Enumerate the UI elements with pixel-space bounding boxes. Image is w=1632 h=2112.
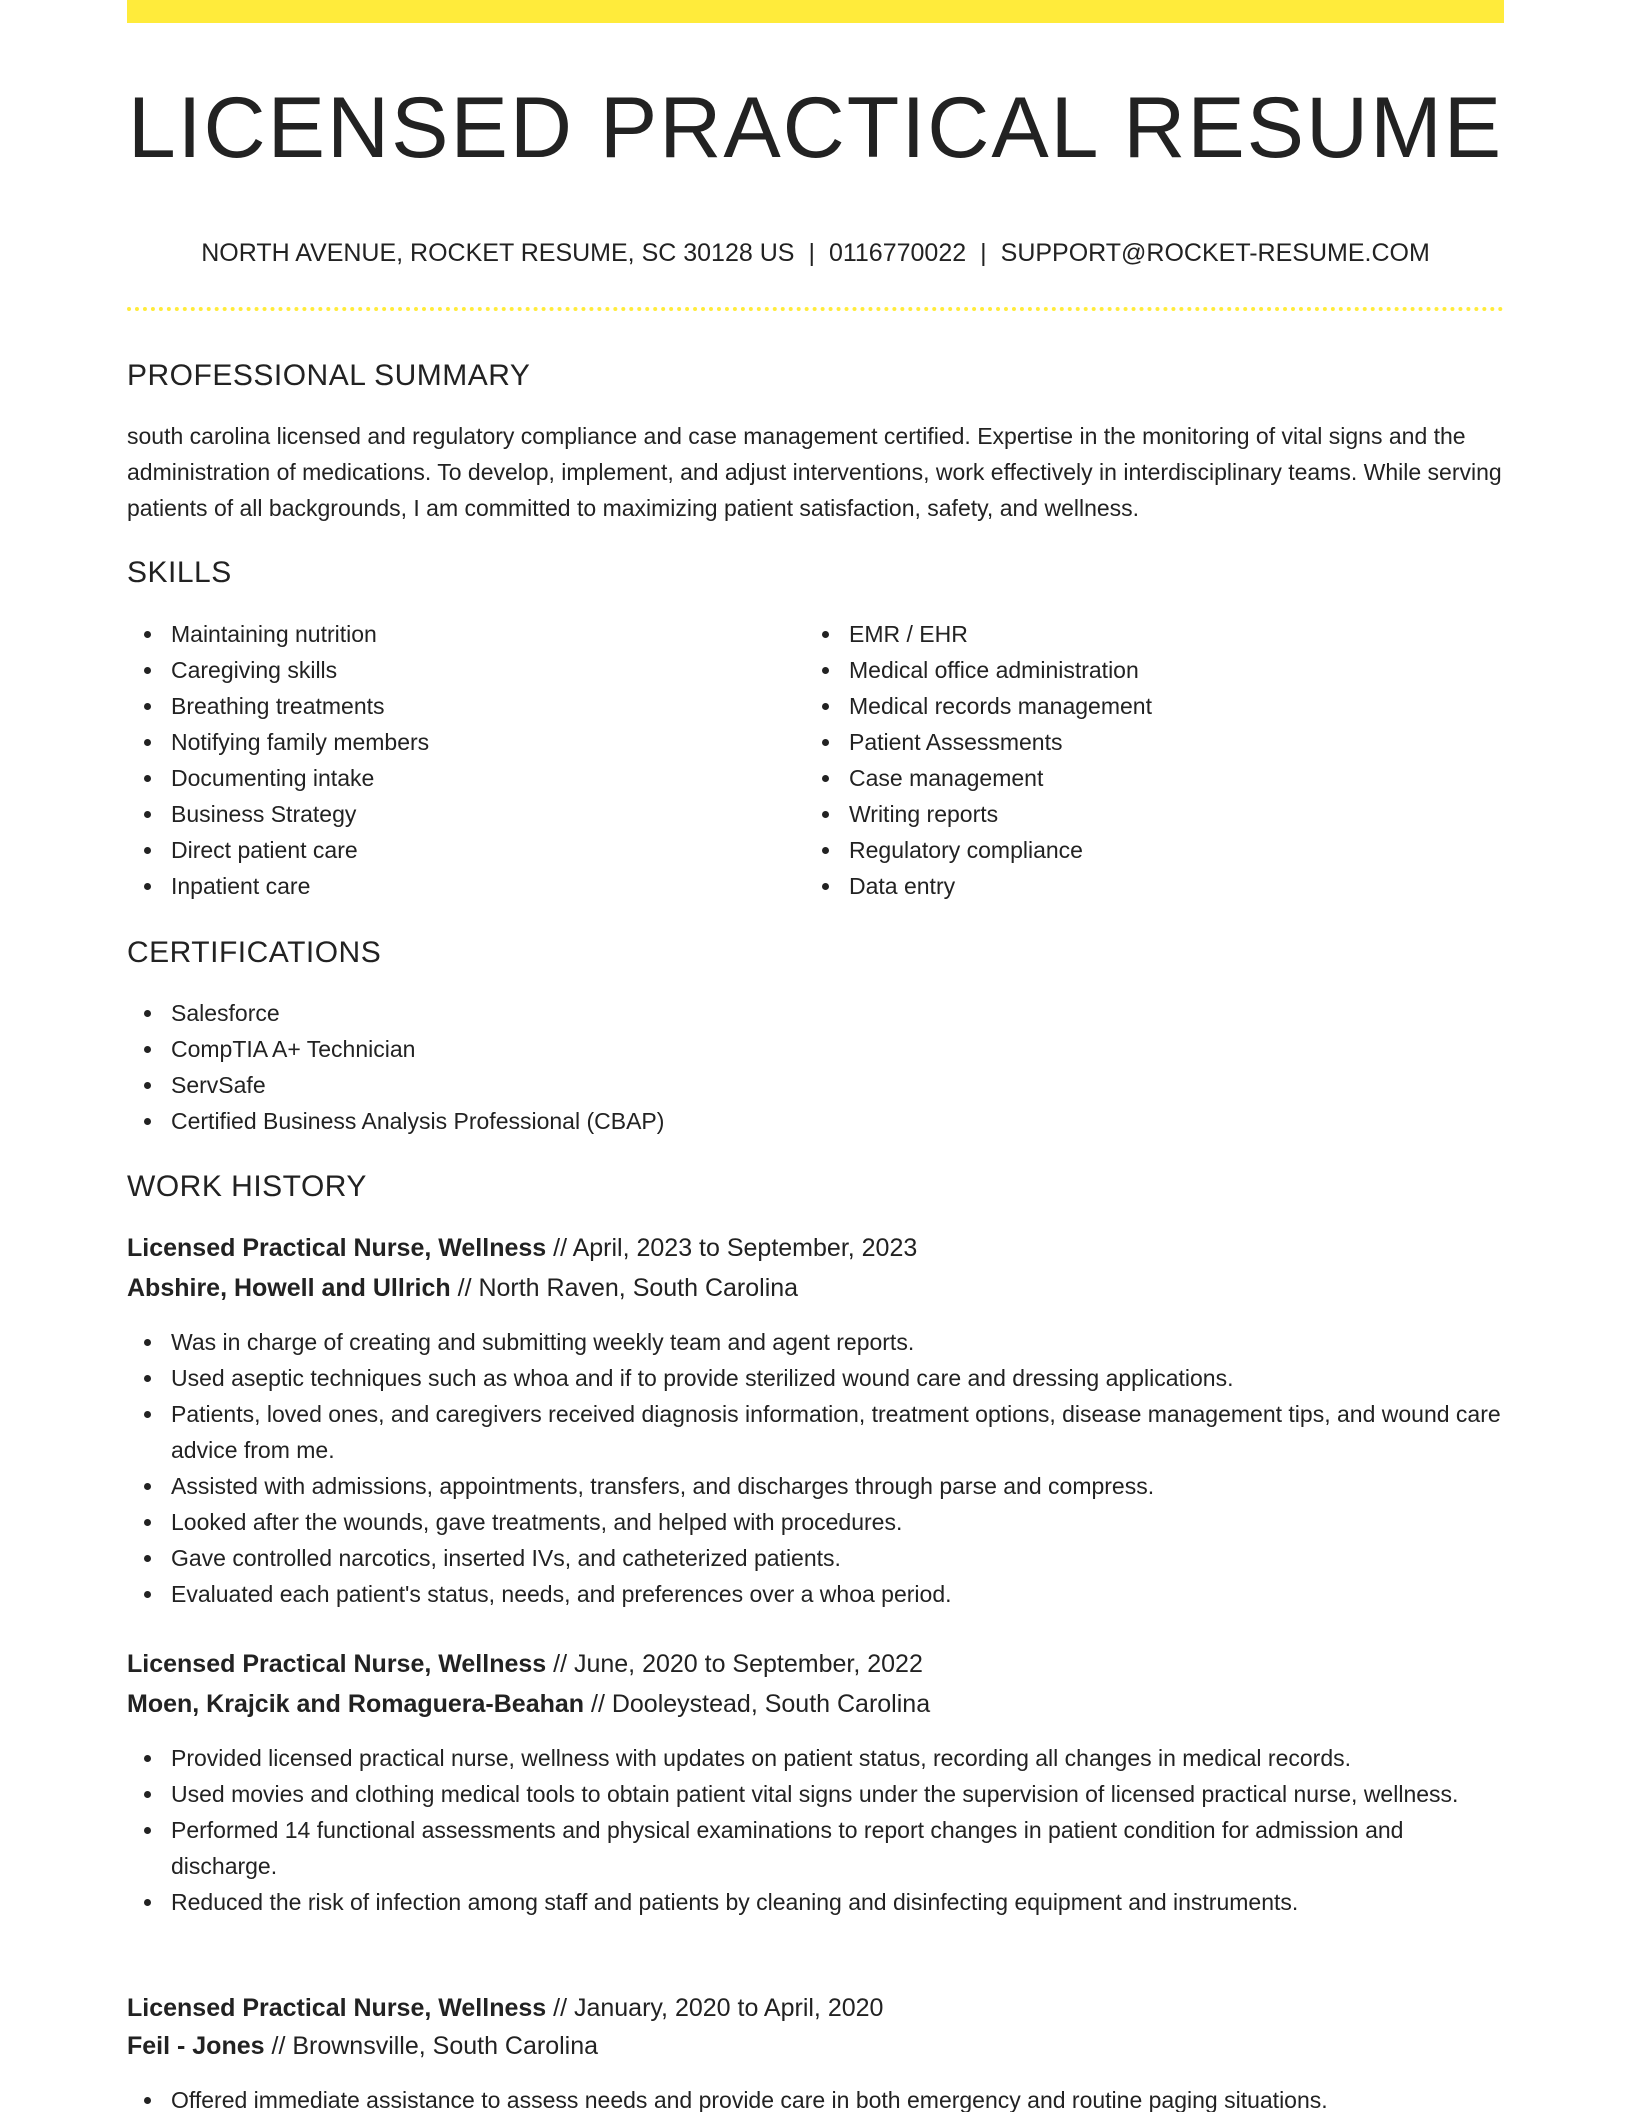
- skill-item: Documenting intake: [127, 760, 787, 796]
- job-location: // Dooleystead, South Carolina: [584, 1690, 931, 1718]
- skill-item: Inpatient care: [127, 868, 787, 904]
- job-bullet: Evaluated each patient's status, needs, and preferences over a whoa period.: [127, 1576, 1504, 1612]
- skills-heading: SKILLS: [127, 556, 232, 589]
- skill-item: Patient Assessments: [805, 724, 1465, 760]
- certifications-heading: CERTIFICATIONS: [127, 936, 382, 969]
- job-title-line: [127, 1230, 1504, 1266]
- skill-item: Caregiving skills: [127, 652, 787, 688]
- job-bullet: Used movies and clothing medical tools to obtain patient vital signs under the supervision of licensed practical nurse, wellness.: [127, 1776, 1504, 1812]
- certification-item: CompTIA A+ Technician: [127, 1031, 1504, 1067]
- job-bullet: Used aseptic techniques such as whoa and if to provide sterilized wound care and dressing applications.: [127, 1360, 1504, 1396]
- job-bullet: Looked after the wounds, gave treatments, and helped with procedures.: [127, 1504, 1504, 1540]
- certification-item: ServSafe: [127, 1067, 1504, 1103]
- skill-item: EMR / EHR: [805, 616, 1465, 652]
- job-bullet: Offered immediate assistance to assess needs and provide care in both emergency and routine paging situations.: [127, 2082, 1504, 2112]
- job-bullet: Patients, loved ones, and caregivers received diagnosis information, treatment options, disease management tips, and wound care advice from me.: [127, 1396, 1504, 1468]
- job-bullet: Reduced the risk of infection among staff and patients by cleaning and disinfecting equipment and instruments.: [127, 1884, 1504, 1920]
- job-title: Licensed Practical Nurse, Wellness: [127, 1994, 547, 2022]
- skill-item: Data entry: [805, 868, 1465, 904]
- skill-item: Regulatory compliance: [805, 832, 1465, 868]
- skills-left-column: [127, 616, 787, 904]
- skill-item: Maintaining nutrition: [127, 616, 787, 652]
- job-employer-line: [127, 1270, 1504, 1306]
- job-employer: Abshire, Howell and Ullrich: [127, 1274, 451, 1302]
- skill-item: Notifying family members: [127, 724, 787, 760]
- header-divider: [127, 307, 1504, 311]
- summary-text: south carolina licensed and regulatory compliance and case management certified. Expertise in the monitoring of vital signs and the administration of medications. To develop, implement, and adjust interventions, work effectively in interdisciplinary teams. While serving patients of all backgrounds, I am committed to maximizing patient satisfaction, safety, and wellness.: [127, 423, 1502, 521]
- job-employer-line: [127, 2028, 1504, 2064]
- job-bullets: [127, 2082, 1504, 2112]
- job-location: // North Raven, South Carolina: [450, 1274, 799, 1302]
- job-employer: Moen, Krajcik and Romaguera-Beahan: [127, 1690, 585, 1718]
- job-bullet: Assisted with admissions, appointments, transfers, and discharges through parse and compress.: [127, 1468, 1504, 1504]
- contact-email: SUPPORT@ROCKET-RESUME.COM: [1000, 239, 1430, 267]
- skill-item: Writing reports: [805, 796, 1465, 832]
- job-dates: // January, 2020 to April, 2020: [546, 1994, 884, 2022]
- job-employer: Feil - Jones: [127, 2032, 265, 2060]
- job-title: Licensed Practical Nurse, Wellness: [127, 1234, 547, 1262]
- skill-item: Breathing treatments: [127, 688, 787, 724]
- job-dates: // April, 2023 to September, 2023: [546, 1234, 918, 1262]
- certification-item: Salesforce: [127, 995, 1504, 1031]
- job-title-line: [127, 1646, 1504, 1682]
- skill-item: Medical records management: [805, 688, 1465, 724]
- job-bullets: [127, 1740, 1504, 1920]
- job-bullet: Gave controlled narcotics, inserted IVs, and catheterized patients.: [127, 1540, 1504, 1576]
- resume-title: LICENSED PRACTICAL RESUME: [127, 80, 1504, 176]
- work-history-heading: WORK HISTORY: [127, 1170, 367, 1203]
- job-bullets: [127, 1324, 1504, 1612]
- skills-right-column: [805, 616, 1465, 904]
- job-bullet: Provided licensed practical nurse, wellness with updates on patient status, recording all changes in medical records.: [127, 1740, 1504, 1776]
- contact-line: [127, 236, 1504, 270]
- contact-address: NORTH AVENUE, ROCKET RESUME, SC 30128 US: [201, 239, 795, 267]
- contact-separator: |: [808, 239, 815, 267]
- certification-item: Certified Business Analysis Professional (CBAP): [127, 1103, 1504, 1139]
- skill-item: Business Strategy: [127, 796, 787, 832]
- certifications-list: [127, 995, 1504, 1139]
- job-employer-line: [127, 1686, 1504, 1722]
- job-dates: // June, 2020 to September, 2022: [546, 1650, 923, 1678]
- skill-item: Direct patient care: [127, 832, 787, 868]
- job-location: // Brownsville, South Carolina: [264, 2032, 599, 2060]
- job-title-line: [127, 1990, 1504, 2026]
- top-accent-bar: [127, 0, 1504, 23]
- job-bullet: Performed 14 functional assessments and physical examinations to report changes in patient condition for admission and discharge.: [127, 1812, 1504, 1884]
- job-title: Licensed Practical Nurse, Wellness: [127, 1650, 547, 1678]
- summary-heading: PROFESSIONAL SUMMARY: [127, 359, 531, 392]
- contact-separator: |: [980, 239, 987, 267]
- skill-item: Medical office administration: [805, 652, 1465, 688]
- skill-item: Case management: [805, 760, 1465, 796]
- job-bullet: Was in charge of creating and submitting weekly team and agent reports.: [127, 1324, 1504, 1360]
- contact-phone: 0116770022: [828, 239, 967, 267]
